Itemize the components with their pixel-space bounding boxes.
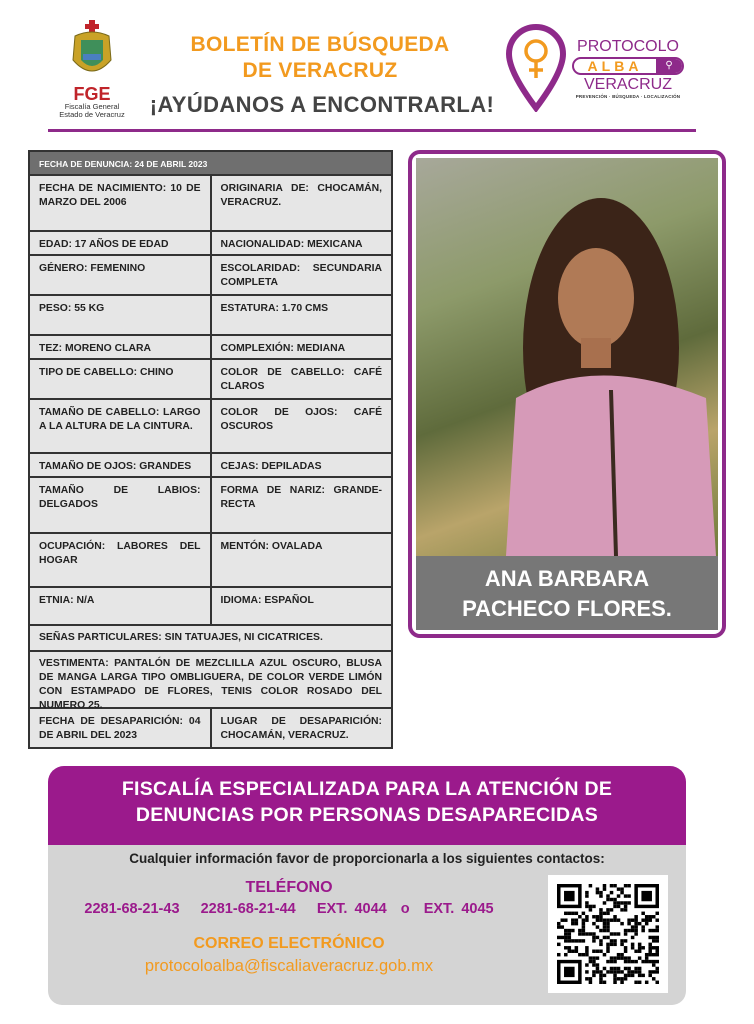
table-cell: TAMAÑO DE LABIOS: DELGADOS (39, 485, 201, 510)
table-row (30, 532, 391, 586)
table-row (30, 650, 391, 711)
person-photo-card (408, 150, 726, 638)
person-photo (416, 158, 718, 556)
table-cell: SEÑAS PARTICULARES: SIN TATUAJES, NI CICATRICES. (39, 632, 323, 643)
protocolo-alba-logo: PROTOCOLO ALBA ⚲ VERACRUZ PREVENCIÓN · BÚSQUEDA · LOCALIZACIÓN (505, 24, 695, 114)
table-cell: MENTÓN: OVALADA (210, 534, 392, 586)
person-name: ANA BARBARA PACHECO FLORES. (416, 556, 718, 630)
table-cell: FECHA DE NACIMIENTO: 10 DE MARZO DEL 2006 (39, 183, 201, 208)
phone-label: TELÉFONO (245, 879, 333, 896)
table-cell: FORMA DE NARIZ: GRANDE-RECTA (210, 478, 392, 532)
table-cell: NACIONALIDAD: MEXICANA (210, 232, 392, 254)
phone-numbers: 2281-68-21-43 2281-68-21-44 EXT. 4044 o EXT. 4045 (84, 901, 494, 917)
table-row (30, 398, 391, 452)
qr-code[interactable] (548, 875, 668, 993)
table-cell: FECHA DE DESAPARICIÓN: 04 DE ABRIL DEL 2023 (39, 716, 201, 741)
location-pin-female-icon (505, 24, 567, 112)
table-cell: TAMAÑO DE OJOS: GRANDES (39, 461, 192, 472)
fge-logo: FGE Fiscalía General Estado de Veracruz (52, 20, 132, 119)
person-details-table (28, 150, 393, 749)
table-cell: ORIGINARIA DE: CHOCAMÁN, VERACRUZ. (210, 176, 392, 230)
table-cell: ETNIA: N/A (39, 595, 95, 606)
table-cell: EDAD: 17 AÑOS DE EDAD (39, 239, 169, 250)
bulletin-subtitle: ¡AYÚDANOS A ENCONTRARLA! (149, 92, 495, 117)
table-row (30, 254, 391, 294)
table-cell: VESTIMENTA: PANTALÓN DE MEZCLILLA AZUL OSCURO, BLUSA DE MANGA LARGA TIPO OMBLIGUERA, DE COLOR VERDE LIMÓN CON ESTAMPADO DE FLORES, TENIS COLOR ROSADO DEL NUMERO 25. (39, 658, 382, 711)
table-cell: OCUPACIÓN: LABORES DEL HOGAR (39, 541, 201, 566)
table-row (30, 294, 391, 334)
table-cell: TIPO DE CABELLO: CHINO (39, 367, 174, 378)
table-row (30, 452, 391, 476)
header-divider (48, 129, 696, 132)
table-cell: PESO: 55 KG (39, 303, 105, 314)
table-row (30, 334, 391, 358)
report-date-row: FECHA DE DENUNCIA: 24 DE ABRIL 2023 (30, 152, 391, 174)
email-label: CORREO ELECTRÓNICO (193, 935, 385, 952)
table-cell: COMPLEXIÓN: MEDIANA (210, 336, 392, 358)
table-cell: ESTATURA: 1.70 CMS (210, 296, 392, 334)
bulletin-title: BOLETÍN DE BÚSQUEDA DE VERACRUZ (190, 33, 450, 82)
table-cell: LUGAR DE DESAPARICIÓN: CHOCAMÁN, VERACRUZ. (210, 709, 392, 747)
table-row (30, 230, 391, 254)
coat-of-arms-icon (67, 20, 117, 80)
table-row (30, 476, 391, 532)
table-cell: COLOR DE OJOS: CAFÉ OSCUROS (210, 400, 392, 452)
table-row (30, 174, 391, 230)
table-cell: ESCOLARIDAD: SECUNDARIA COMPLETA (210, 256, 392, 294)
table-cell: CEJAS: DEPILADAS (210, 454, 392, 476)
table-cell: TEZ: MORENO CLARA (39, 343, 151, 354)
search-icon: ⚲ (656, 59, 682, 73)
table-cell: TAMAÑO DE CABELLO: LARGO A LA ALTURA DE LA CINTURA. (39, 407, 201, 432)
table-row (30, 624, 391, 650)
contact-panel: Cualquier información favor de proporcionarla a los siguientes contactos: TELÉFONO 2281-68-21-43 2281-68-21-44 EXT. 4044 o EXT. 4045 CORREO ELECTRÓNICO protocoloalba@fiscaliaveracruz.gob.mx (48, 845, 686, 1005)
table-row (30, 358, 391, 398)
table-row (30, 707, 391, 747)
table-cell: GÉNERO: FEMENINO (39, 263, 146, 274)
table-cell: IDIOMA: ESPAÑOL (210, 588, 392, 624)
agency-banner: FISCALÍA ESPECIALIZADA PARA LA ATENCIÓN DE DENUNCIAS POR PERSONAS DESAPARECIDAS (48, 766, 686, 846)
table-row (30, 586, 391, 624)
table-cell: COLOR DE CABELLO: CAFÉ CLAROS (210, 360, 392, 398)
email-address: protocoloalba@fiscaliaveracruz.gob.mx (144, 957, 434, 975)
